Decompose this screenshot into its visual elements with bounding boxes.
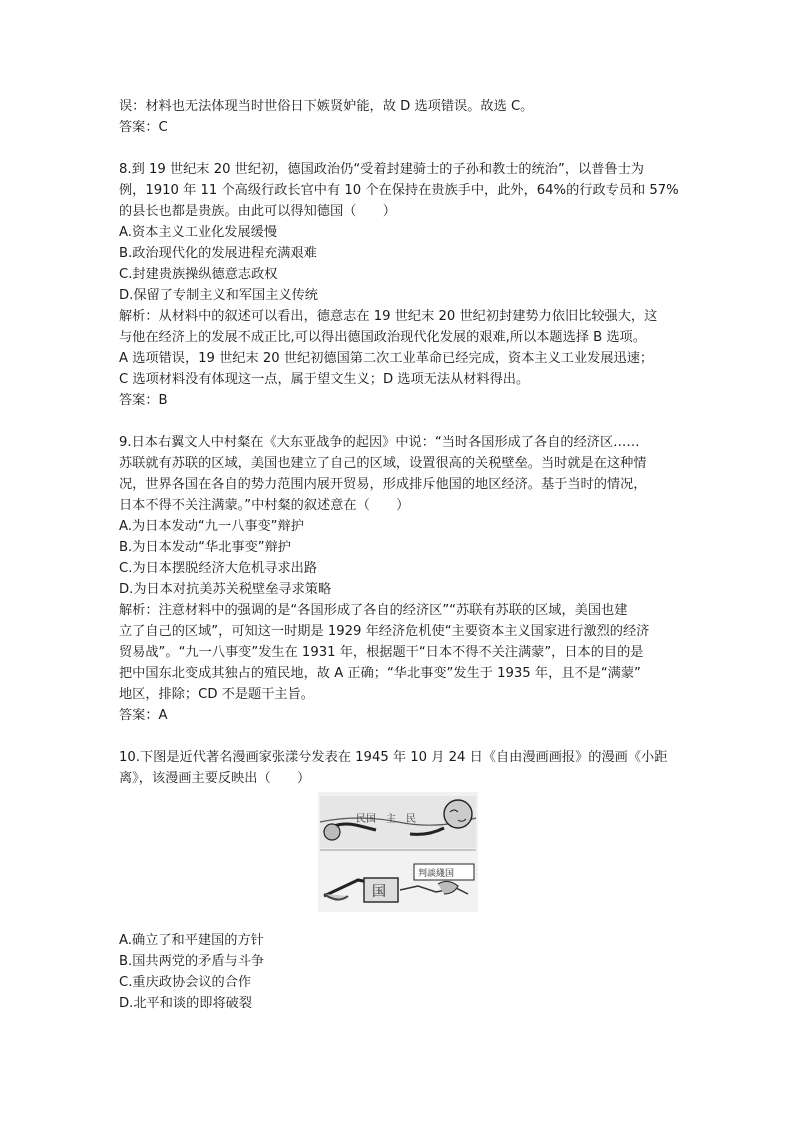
q10-cartoon <box>318 792 478 912</box>
q9-option-c: C.为日本摆脱经济大危机寻求出路 <box>119 561 318 576</box>
q9-option-d: D.为日本对抗美苏关税壁垒寻求策略 <box>119 582 332 597</box>
question-10 <box>119 747 679 789</box>
q10-option-a: A.确立了和平建国的方针 <box>119 933 264 948</box>
q8-stem-line: 8.到 19 世纪末 20 世纪初，德国政治仍“受着封建骑士的子孙和教士的统治”，以普鲁士为 <box>119 162 644 177</box>
question-8 <box>119 159 679 411</box>
q10-option-d: D.北平和谈的即将破裂 <box>119 996 253 1011</box>
q9-analysis-line: 立了自己的区域”，可知这一时期是 1929 年经济危机使“主要资本主义国家进行激烈的经济 <box>119 624 650 639</box>
q9-analysis-line: 把中国东北变成其独占的殖民地，故 A 正确；“华北事变”发生于 1935 年，且不是“满蒙” <box>119 666 641 681</box>
q9-answer: 答案：A <box>119 708 168 723</box>
q10-option-c: C.重庆政协会议的合作 <box>119 975 252 990</box>
q8-analysis-line: 解析：从材料中的叙述可以看出，德意志在 19 世纪末 20 世纪初封建势力依旧比较强大，这 <box>119 309 658 324</box>
q9-option-b: B.为日本发动“华北事变”辩护 <box>119 540 291 555</box>
q9-stem-line: 况，世界各国在各自的势力范围内展开贸易，形成排斥他国的地区经济。基于当时的情况， <box>119 477 647 492</box>
q8-stem-line: 的县长也都是贵族。由此可以得知德国（ ） <box>119 204 396 219</box>
q8-option-b: B.政治现代化的发展进程充满艰难 <box>119 246 317 261</box>
q9-analysis-line: 解析：注意材料中的强调的是“各国形成了各自的经济区”“苏联有苏联的区域，美国也建 <box>119 603 628 618</box>
q10-option-b: B.国共两党的矛盾与斗争 <box>119 954 265 969</box>
question-9 <box>119 432 679 726</box>
q9-option-a: A.为日本发动“九一八事变”辩护 <box>119 519 304 534</box>
q8-analysis-line: 与他在经济上的发展不成正比,可以得出德国政治现代化发展的艰难,所以本题选择 B 选项。 <box>119 330 646 345</box>
q8-analysis-line: C 选项材料没有体现这一点，属于望文生义；D 选项无法从材料得出。 <box>119 372 530 387</box>
q10-stem-line: 离》，该漫画主要反映出（ ） <box>119 771 311 786</box>
document-body <box>119 96 679 789</box>
q8-option-d: D.保留了专制主义和军国主义传统 <box>119 288 318 303</box>
q8-stem-line: 例，1910 年 11 个高级行政长官中有 10 个在保持在贵族手中，此外，64%的行政专员和 57% <box>119 183 679 198</box>
q9-stem-line: 苏联就有苏联的区域，美国也建立了自己的区域，设置很高的关税壁垒。当时就是在这种情 <box>119 456 647 471</box>
cartoon-top-text: 民国 主 民 <box>356 814 416 825</box>
q10-options <box>119 930 679 1014</box>
q9-stem-line: 9.日本右翼文人中村粲在《大东亚战争的起因》中说：“当时各国形成了各自的经济区…… <box>119 435 640 450</box>
cartoon-lower-glyph: 国 <box>372 884 386 900</box>
q8-option-c: C.封建贵族操纵德意志政权 <box>119 267 278 282</box>
q8-answer: 答案：B <box>119 393 168 408</box>
q9-stem-line: 日本不得不关注满蒙。”中村粲的叙述意在（ ） <box>119 498 410 513</box>
cartoon-bottom-text: 判談綫国 <box>418 869 455 879</box>
q10-stem-line: 10.下图是近代著名漫画家张漾兮发表在 1945 年 10 月 24 日《自由漫画画报》的漫画《小距 <box>119 750 668 765</box>
cartoon-drawing <box>318 792 478 912</box>
q7-answer: 答案：C <box>119 120 168 135</box>
q7-analysis-end: 误：材料也无法体现当时世俗日下嫉贤妒能，故 D 选项错误。故选 C。 <box>119 99 534 114</box>
q9-analysis-line: 贸易战”。“九一八事变”发生在 1931 年，根据题干“日本不得不关注满蒙”，日本的目的是 <box>119 645 644 660</box>
q8-analysis-line: A 选项错误，19 世纪末 20 世纪初德国第二次工业革命已经完成，资本主义工业发展迅速； <box>119 351 654 366</box>
q9-analysis-line: 地区，排除；CD 不是题干主旨。 <box>119 687 314 702</box>
q8-option-a: A.资本主义工业化发展缓慢 <box>119 225 278 240</box>
